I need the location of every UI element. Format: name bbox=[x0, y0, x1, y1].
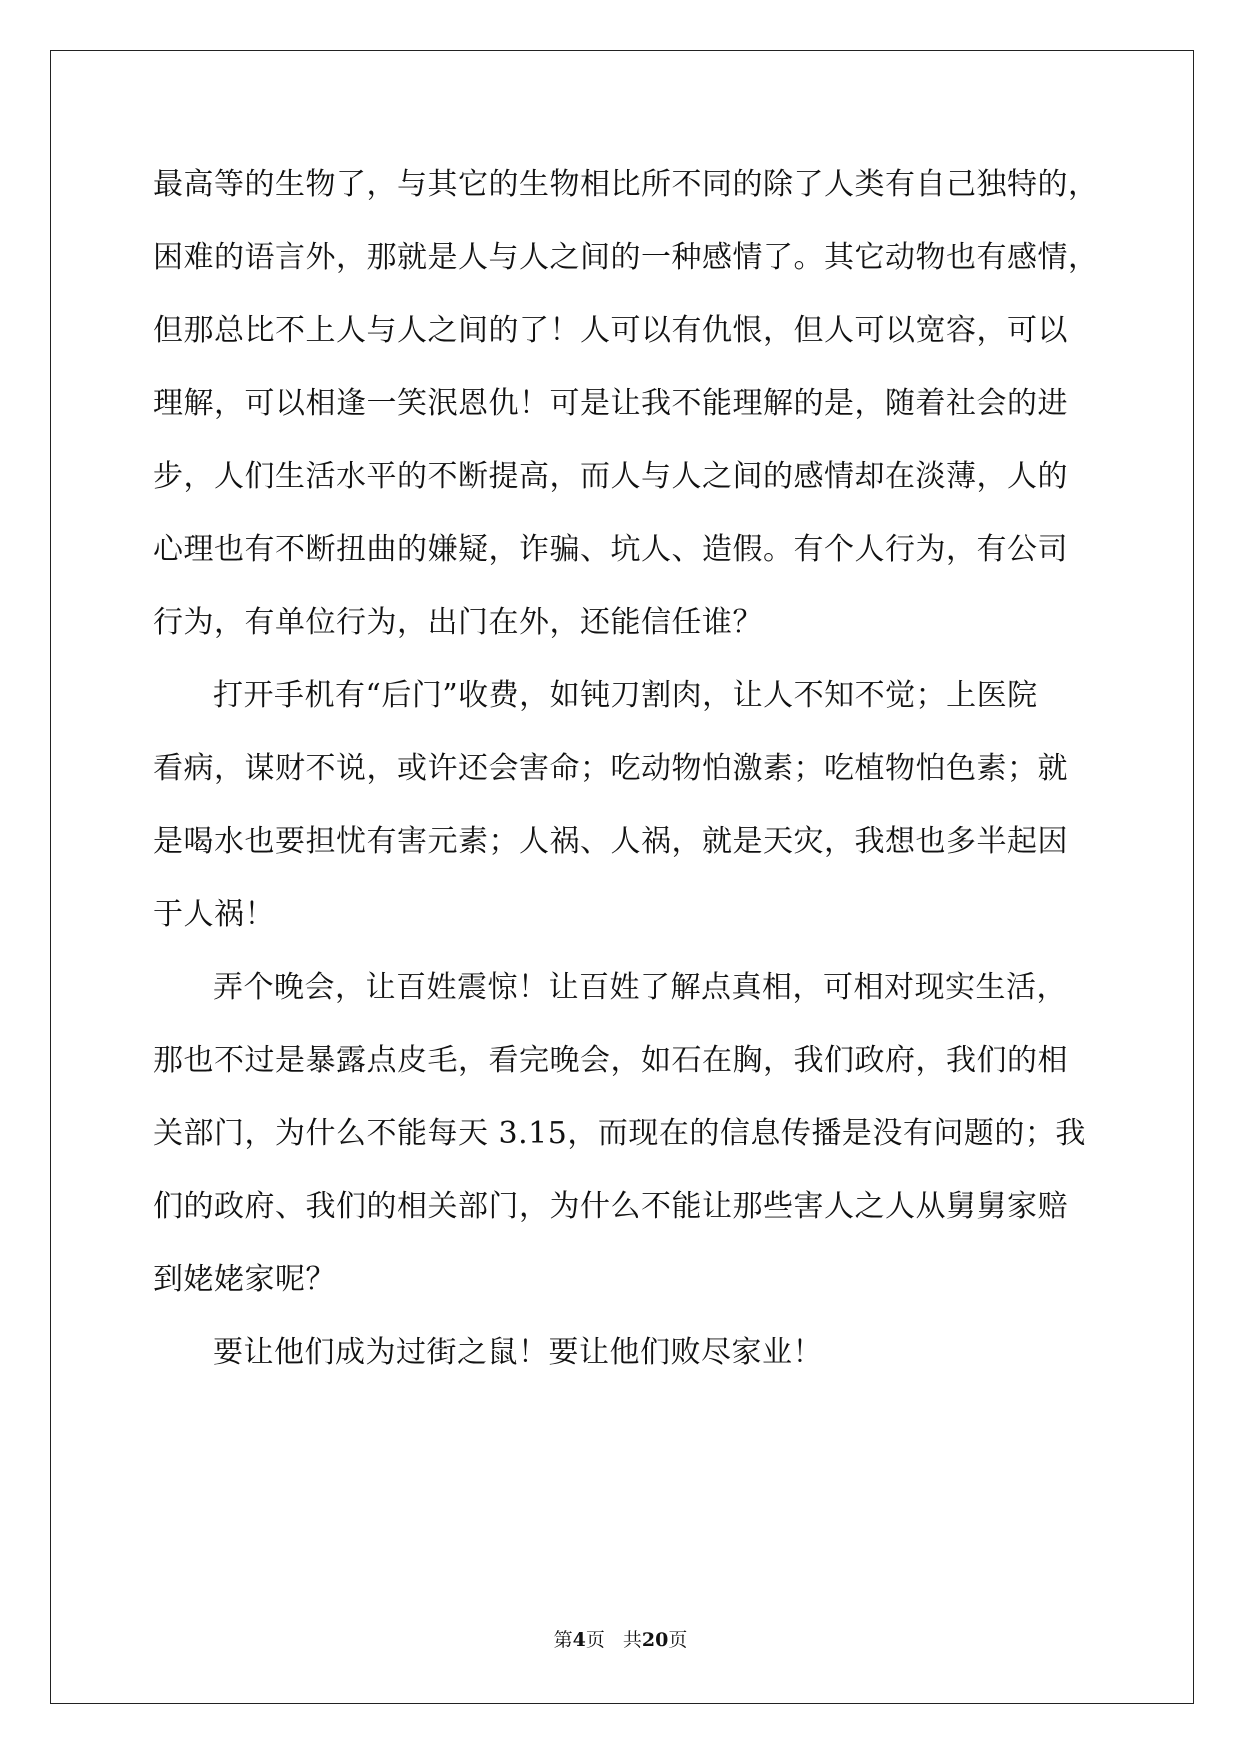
text-line: 到姥姥家呢？ bbox=[153, 1262, 336, 1297]
footer-prefix: 第 bbox=[553, 1629, 573, 1651]
page-number: 4 bbox=[572, 1629, 586, 1651]
total-pages: 20 bbox=[641, 1629, 669, 1651]
page-border bbox=[50, 50, 1194, 1704]
text-line: 理解，可以相逢一笑泯恩仇！可是让我不能理解的是，随着社会的进 bbox=[153, 386, 1068, 421]
text-line: 们的政府、我们的相关部门，为什么不能让那些害人之人从舅舅家赔 bbox=[153, 1189, 1068, 1224]
text-line: 心理也有不断扭曲的嫌疑，诈骗、坑人、造假。有个人行为，有公司 bbox=[153, 532, 1068, 567]
paragraph-start-line: 弄个晚会，让百姓震惊！让百姓了解点真相，可相对现实生活， bbox=[213, 970, 1067, 1005]
footer-total-suffix: 页 bbox=[668, 1629, 688, 1651]
text-line: 关部门，为什么不能每天 3.15，而现在的信息传播是没有问题的；我 bbox=[153, 1116, 1086, 1151]
text-line: 那也不过是暴露点皮毛，看完晚会，如石在胸，我们政府，我们的相 bbox=[153, 1043, 1068, 1078]
text-line: 看病，谋财不说，或许还会害命；吃动物怕激素；吃植物怕色素；就 bbox=[153, 751, 1068, 786]
paragraph-start-line: 打开手机有“后门”收费，如钝刀割肉，让人不知不觉；上医院 bbox=[213, 678, 1038, 713]
text-line: 困难的语言外，那就是人与人之间的一种感情了。其它动物也有感情， bbox=[153, 240, 1099, 275]
text-line: 但那总比不上人与人之间的了！人可以有仇恨，但人可以宽容，可以 bbox=[153, 313, 1068, 348]
text-line: 于人祸！ bbox=[153, 897, 275, 932]
text-line: 步，人们生活水平的不断提高，而人与人之间的感情却在淡薄，人的 bbox=[153, 459, 1068, 494]
footer-total-prefix: 共 bbox=[622, 1629, 642, 1651]
footer-page-suffix: 页 bbox=[585, 1629, 605, 1651]
page-footer bbox=[0, 1628, 1241, 1652]
text-line: 行为，有单位行为，出门在外，还能信任谁？ bbox=[153, 605, 763, 640]
text-line: 是喝水也要担忧有害元素；人祸、人祸，就是天灾，我想也多半起因 bbox=[153, 824, 1068, 859]
text-line: 最高等的生物了，与其它的生物相比所不同的除了人类有自己独特的， bbox=[153, 167, 1099, 202]
paragraph-start-line: 要让他们成为过街之鼠！要让他们败尽家业！ bbox=[213, 1335, 823, 1370]
